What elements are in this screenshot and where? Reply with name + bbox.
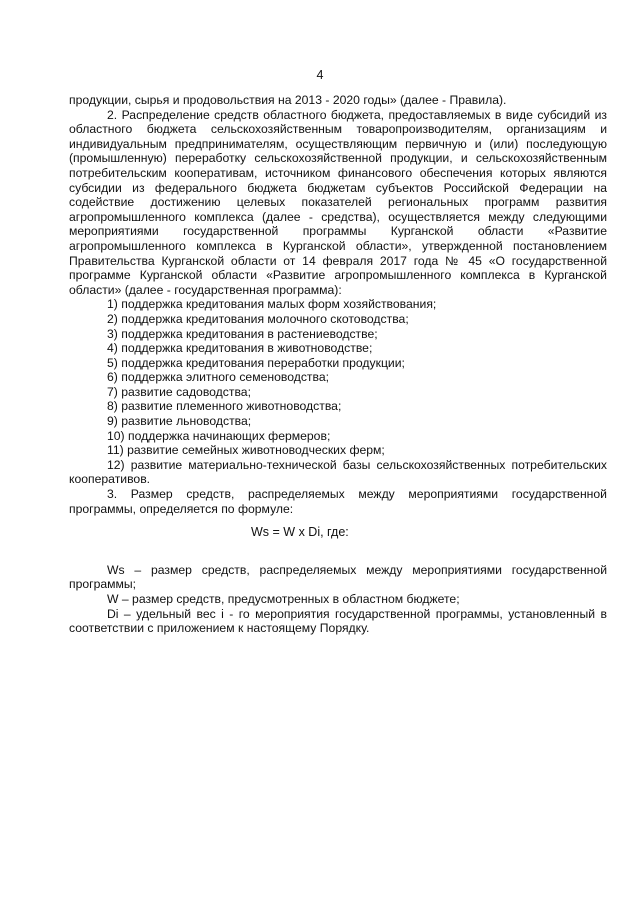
measures-list — [69, 297, 607, 487]
list-item: 11) развитие семейных животноводческих ферм; — [107, 443, 385, 458]
list-item: 2) поддержка кредитования молочного скотоводства; — [107, 311, 409, 326]
definition-di: Di – удельный вес i - го мероприятия государственной программы, установленный в соответствии с приложением к настоящему Порядку. — [69, 606, 607, 636]
list-item: 6) поддержка элитного семеноводства; — [107, 370, 330, 385]
list-item-12: 12) развитие материально-технической базы сельскохозяйственных потребительских кооперативов. — [69, 457, 607, 487]
list-item: 4) поддержка кредитования в животноводстве; — [107, 341, 373, 356]
list-item: 5) поддержка кредитования переработки продукции; — [107, 355, 405, 370]
list-item: 1) поддержка кредитования малых форм хозяйствования; — [107, 297, 437, 312]
list-item: 7) развитие садоводства; — [107, 384, 251, 399]
continuation-text: продукции, сырья и продовольствия на 2013 - 2020 годы» (далее - Правила). — [69, 93, 507, 107]
paragraph-3: 3. Размер средств, распределяемых между мероприятиями государственной программы, определяется по формуле: — [69, 487, 607, 516]
paragraph-2: 2. Распределение средств областного бюджета, предоставляемых в виде субсидий из областного бюджета сельскохозяйственным товаропроизводителям, организациям и индивидуальным предпринимателям, осуществляющим первичную и (или) последующую (промышленную) переработку сельскохозяйственной продукции, и сельскохозяйственным потребительским кооперативам, источником финансового обеспечения которых являются субсидии из федерального бюджета бюджетам субъектов Российской Федерации на содействие достижению целевых показателей региональных программ развития агропромышленного комплекса (далее - средства), осуществляется между следующими мероприятиями государственной программы Курганской области «Развитие агропромышленного комплекса в Курганской области», утвержденной постановлением Правительства Курганской области от 14 февраля 2017 года № 45 «О государственной программе Курганской области «Развитие агропромышленного комплекса в Курганской области» (далее - государственная программа): — [69, 107, 607, 297]
definition-w: W – размер средств, предусмотренных в областном бюджете; — [107, 592, 460, 606]
definition-ws: Ws – размер средств, распределяемых между мероприятиями государственной программы; — [69, 562, 607, 592]
document-body — [69, 93, 607, 636]
page-number: 4 — [316, 68, 324, 82]
list-item: 8) развитие племенного животноводства; — [107, 399, 342, 414]
formula: Ws = W x Di, где: — [251, 525, 349, 540]
list-item: 3) поддержка кредитования в растениеводстве; — [107, 326, 378, 341]
list-item: 10) поддержка начинающих фермеров; — [107, 428, 331, 443]
list-item: 9) развитие льноводства; — [107, 414, 252, 429]
